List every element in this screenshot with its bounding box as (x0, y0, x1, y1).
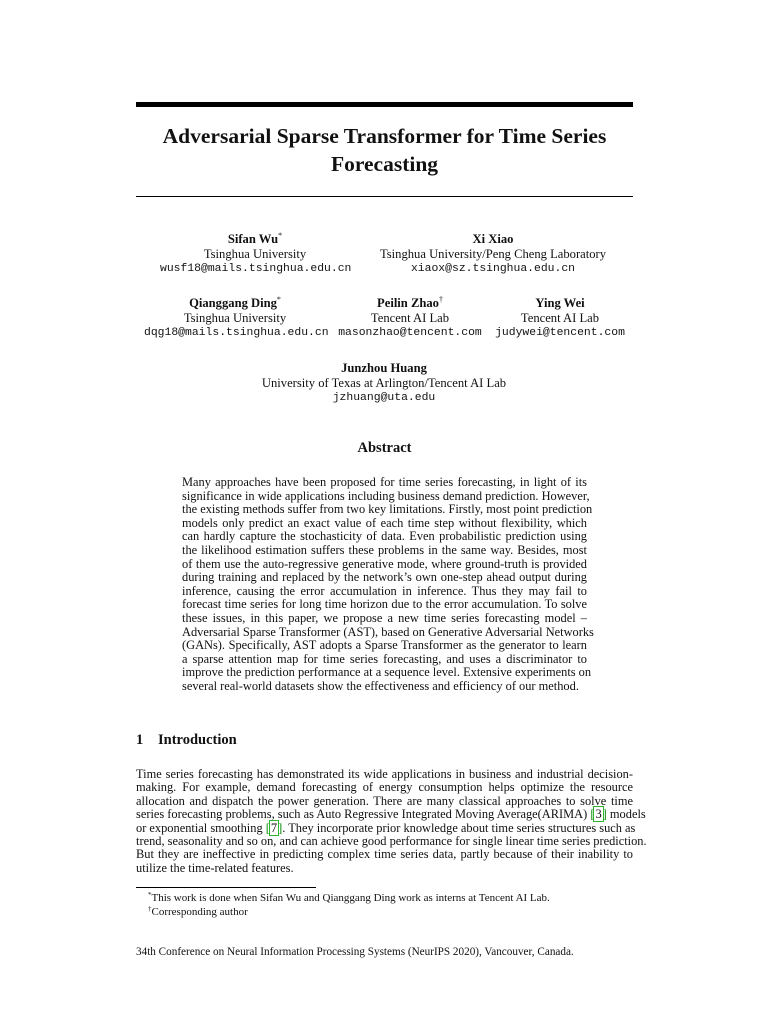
abstract-line: Adversarial Sparse Transformer (AST), based on Generative Adversarial Networks (182, 624, 594, 639)
abstract-line: (GANs). Specifically, AST adopts a Sparse Transformer as the generator to learn (182, 638, 587, 653)
citation-link[interactable]: [3] (590, 807, 607, 822)
abstract-line: models only predict an exact value of each time step without flexibility, which (182, 515, 587, 530)
title-line: Forecasting (330, 152, 439, 176)
conference-footer: 34th Conference on Neural Information Processing Systems (NeurIPS 2020), Vancouver, Canada. (136, 946, 574, 958)
author-name: Xi Xiao (472, 232, 514, 246)
paper-title (136, 122, 633, 178)
author-affiliation: Tsinghua University/Peng Cheng Laboratory (379, 247, 607, 261)
author-email: wusf18@mails.tsinghua.edu.cn (160, 263, 352, 275)
intro-line: or exponential smoothing [7]. They incorporate prior knowledge about time series structures such as (136, 820, 636, 835)
author-block (338, 296, 482, 341)
author-name: Ying Wei (535, 296, 585, 310)
author-block (160, 232, 350, 277)
abstract-line: during training and replaced by the network’s own one-step ahead output during (182, 570, 587, 585)
title-line: Adversarial Sparse Transformer for Time Series (162, 124, 607, 148)
citation-link[interactable]: [7] (265, 820, 283, 835)
author-email: masonzhao@tencent.com (338, 327, 482, 339)
author-block (144, 295, 329, 341)
section-number: 1 (136, 732, 144, 748)
abstract-heading: Abstract (357, 440, 412, 456)
abstract-line: improve the prediction performance at a sequence level. Extensive experiments on (182, 665, 592, 680)
intro-paragraph (136, 767, 647, 875)
abstract-line: can hardly capture the stochasticity of data. Even probabilistic prediction using (182, 529, 587, 544)
abstract-line: a sparse attention map for time series forecasting, and uses a discriminator to (182, 651, 587, 666)
author-email: judywei@tencent.com (495, 327, 625, 339)
author-email: dqg18@mails.tsinghua.edu.cn (144, 327, 329, 339)
section-heading (136, 732, 237, 749)
author-affiliation: Tencent AI Lab (370, 311, 450, 325)
abstract-line: significance in wide applications including business demand prediction. However, (182, 488, 590, 503)
abstract-line: the existing methods suffer from two key limitations. Firstly, most point prediction (182, 502, 593, 517)
author-email: xiaox@sz.tsinghua.edu.cn (410, 263, 576, 275)
author-name: Junzhou Huang (341, 361, 427, 375)
author-affiliation: Tencent AI Lab (520, 311, 600, 325)
intro-line: But they are ineffective in predicting complex time series data, partly because of their inability to (136, 847, 633, 862)
author-block (494, 296, 626, 341)
footnote: †Corresponding author (148, 905, 248, 918)
author-name: Sifan Wu* (227, 231, 283, 246)
intro-line: allocation and dispatch the power generation. There are many classical approaches to solve time (136, 793, 633, 808)
author-name: Qianggang Ding* (189, 295, 281, 310)
abstract-line: these issues, in this paper, we propose a new time series forecasting model – (182, 610, 587, 625)
author-name: Peilin Zhao† (377, 295, 443, 310)
author-block (234, 361, 534, 406)
footnote: *This work is done when Sifan Wu and Qianggang Ding work as interns at Tencent AI Lab. (148, 891, 550, 904)
intro-line: series forecasting problems, such as Auto Regressive Integrated Moving Average(ARIMA) [3] models (136, 807, 646, 822)
footnote-rule (136, 887, 316, 888)
intro-line: Time series forecasting has demonstrated its wide applications in business and industrial decision- (136, 767, 633, 781)
intro-line: making. For example, demand forecasting of energy consumption helps optimize the resource (136, 780, 633, 795)
title-top-rule (136, 102, 633, 107)
abstract-body (182, 475, 594, 694)
intro-line: trend, seasonality and so on, and can achieve good performance for single linear time series prediction. (136, 834, 647, 849)
abstract-line: several real-world datasets show the effectiveness and efficiency of our method. (182, 678, 579, 693)
title-bottom-rule (136, 196, 633, 197)
author-email: jzhuang@uta.edu (332, 392, 436, 404)
abstract-line: forecast time series for long time horizon due to the error accumulation. To solve (182, 597, 587, 612)
intro-line: utilize the time-related features. (136, 860, 294, 875)
abstract-line: the likelihood estimation suffers these problems in the same way. Besides, most (182, 542, 587, 557)
author-affiliation: University of Texas at Arlington/Tencent AI Lab (261, 376, 507, 390)
abstract-line: Many approaches have been proposed for time series forecasting, in light of its (182, 475, 587, 489)
abstract-line: of them use the auto-regressive generative mode, where ground-truth is provided (182, 556, 587, 571)
author-affiliation: Tsinghua University (203, 247, 307, 261)
author-block (373, 232, 613, 277)
author-affiliation: Tsinghua University (183, 311, 287, 325)
section-title: Introduction (158, 732, 237, 748)
abstract-line: inference, causing the error accumulation in inference. Thus they may fail to (182, 583, 587, 598)
